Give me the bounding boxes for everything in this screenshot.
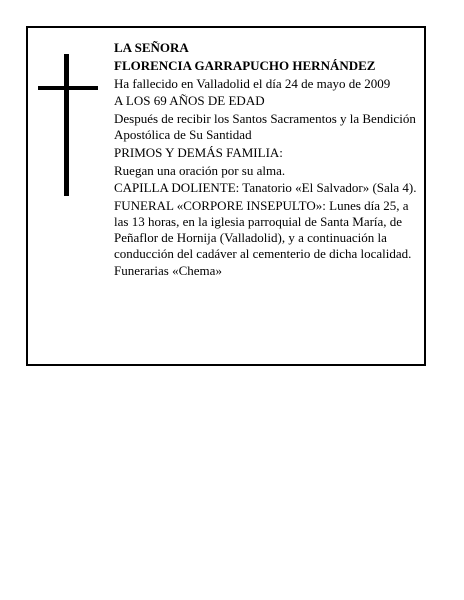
cross-vertical-bar [64, 54, 69, 196]
chapel-info: CAPILLA DOLIENTE: Tanatorio «El Salvador» (Sala 4). [114, 180, 417, 196]
obituary-text [114, 40, 426, 281]
funeral-info: FUNERAL «CORPORE INSEPULTO»: Lunes día 25, a las 13 horas, en la iglesia parroquial de Santa María, de Peñaflor de Hornija (Valladolid), y a continuación la conducción del cadáver al cementerio de dicha localidad. [114, 198, 412, 261]
funeral-home: Funerarias «Chema» [114, 263, 222, 279]
prayer-request: Ruegan una oración por su alma. [114, 162, 286, 178]
age-statement: A LOS 69 AÑOS DE EDAD [114, 93, 265, 109]
family-heading: PRIMOS Y DEMÁS FAMILIA: [114, 144, 283, 160]
cross-horizontal-bar [38, 86, 98, 90]
death-statement: Ha fallecido en Valladolid el día 24 de mayo de 2009 [114, 75, 391, 91]
deceased-name: FLORENCIA GARRAPUCHO HERNÁNDEZ [114, 57, 376, 73]
sacraments-statement: Después de recibir los Santos Sacramentos y la Bendición Apostólica de Su Santidad [114, 111, 416, 142]
cross-icon [38, 54, 98, 196]
deceased-title: LA SEÑORA [114, 40, 189, 55]
